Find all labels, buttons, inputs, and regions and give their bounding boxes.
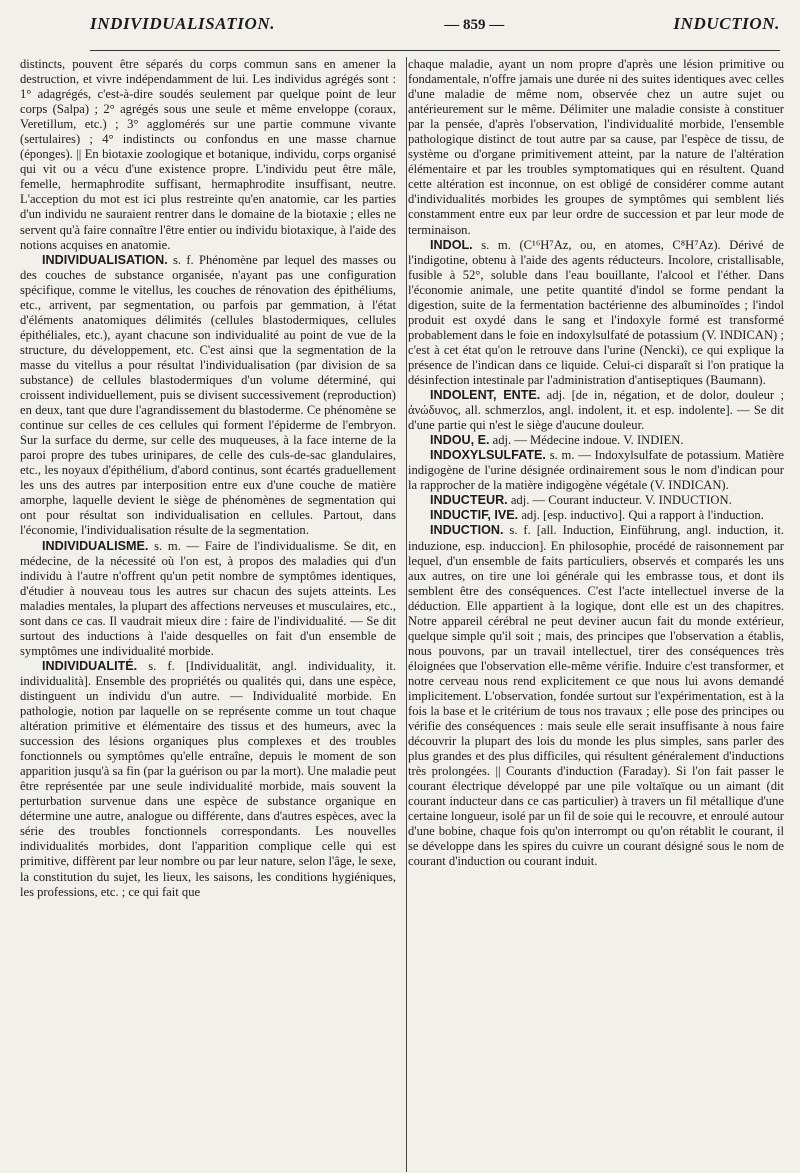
headword: INDUCTION. — [430, 523, 504, 538]
definition: adj. [de in, négation, et de dolor, douleur ; ἀνώδυνος, all. schmerzlos, angl. indolent, it. et esp. indolente]. — Se dit d'une partie qui n'est le siège d'aucune douleur. — [408, 388, 784, 433]
headword: INDIVIDUALISME. — [42, 538, 149, 553]
entry-indou — [408, 433, 784, 448]
entry-indol — [408, 238, 784, 388]
header-left-title: INDIVIDUALISATION. — [90, 14, 276, 33]
entry-indolent — [408, 388, 784, 433]
headword: INDIVIDUALISATION. — [42, 252, 168, 267]
page-number: — 859 — — [444, 17, 505, 33]
two-column-body — [20, 57, 784, 900]
definition: s. f. Phénomène par lequel des masses ou des couches de substance organisée, n'ayant pas une configuration spécifique, comme le vitellus, les couches de rénovation des épithéliums, etc., arrivent, par segmentation, ou parfois par gemmation, à l'état d'éléments anatomiques délimités (cellules blastodermiques, cellules épithéliales, etc.), ayant chacune son individualité au point de vue de la structure, du développement, etc. C'est ainsi que la segmentation de la masse du vitellus a pour résultat l'individualisation (par division de sa substance) de cellules blastodermiques d'un volume déterminé, qui croissent individuellement, puis se divisent successivement (reproduction) en deux, tant que dure l'agrandissement du blastoderme. Ce phénomène se continue sur celles de ces cellules qui forment l'épiderme de l'embryon. Sur la surface du derme, sur celle des muqueuses, à la face interne de la paroi propre des tubes urinipares, de celle des culs-de-sac glandulaires, etc., les noyaux d'épithélium, d'abord continus, sont écartés graduellement les uns des autres par interposition entre eux d'une couche de matière amorphe, laquelle devient le siège de phénomènes de segmentation qui ont pour résultat son individualisation en cellules. Partout, dans l'économie, l'individualisation résulte de la segmentation. — [20, 252, 396, 538]
entry-individualisation — [20, 253, 396, 539]
definition: s. f. [Individualität, angl. individuality, it. individualità]. Ensemble des propriétés ou qualités qui, dans une espèce, distinguent un individu d'un autre. — Individualité morbide. En pathologie, notion par laquelle on se représente comme un tout chaque altération primitive et élémentaire des tissus et des humeurs, avec la succession des lésions organiques plus complexes et des troubles fonctionnels ou symptômes qu'elle entraîne, depuis le moment de son apparition jusqu'à sa fin (par la guérison ou par la mort). Une maladie peut être représentée par une seule individualité morbide, mais souvent la perturbation survenue dans une espèce de substance organique en détermine une autre, analogue ou différente, dans d'autres espèces, avec la série des troubles fonctionnels correspondants. Les nouvelles individualités morbides, dont l'apparition complique celle qui est primitive, diffèrent par leur nombre ou par leur nature, selon l'âge, le sexe, la constitution du sujet, les lieux, les saisons, les conditions hygiéniques, les professions, etc. ; ce qui fait que — [20, 658, 396, 899]
entry-individualisme — [20, 539, 396, 659]
definition: adj. — Médecine indoue. V. INDIEN. — [489, 433, 684, 448]
entry-inducteur — [408, 493, 784, 508]
entry-inductif — [408, 508, 784, 523]
entry-induction — [408, 523, 784, 869]
headword: INDOL. — [430, 237, 473, 252]
headword: INDOU, E. — [430, 433, 490, 448]
left-column — [20, 57, 396, 900]
entry-indoxylsulfate — [408, 448, 784, 493]
headword: INDOXYLSULFATE. — [430, 448, 546, 463]
definition: s. m. — Indoxylsulfate de potassium. Matière indigogène de l'urine désignée ordinairement sous le nom d'indican pour la rapprocher de la matière indigogène végétale (V. INDICAN). — [408, 448, 784, 493]
definition: s. f. [all. Induction, Einführung, angl. induction, it. induzione, esp. induccion]. En philosophie, procédé de raisonnement par lequel, d'un ensemble de faits particuliers, observés et comparés les uns aux autres, on tire une loi générale qui les embrasse tous, et dont ils semblent être des conséquences. C'est l'acte intellectuel inverse de la déduction. Elle appartient à la logique, dont elle est un des chapitres. Notre appareil cérébral ne peut deviner aucun fait du monde extérieur, quelque simple qu'il soit ; mais, des principes que l'observation a établis, nous pouvons, par un travail intellectuel, tirer des conséquences très éloignées que l'observation elle-même vérifie. Induire c'est transformer, et notre cerveau nous rend explicitement ce que nous lui avons demandé implicitement. L'observation, fondée surtout sur l'expérimentation, est à la fois la base et le critérium de tous nos travaux ; elle pose des principes ou vérifie des conséquences : mais seule elle serait insuffisante à nous faire découvrir la plupart des lois du monde les plus simples, sans parler des plus grandes et des plus difficiles, qui résultent généralement d'inductions très prolongées. || Courants d'induction (Faraday). Si l'on fait passer le courant électrique développé par une pile voltaïque ou un aimant (dit courant inducteur dans ce cas particulier) à travers un fil métallique d'une certaine longueur, isolé par un fil de soie qui le recouvre, et enroulé autour d'une bobine, chaque fois qu'on interrompt ou qu'on rétablit le courant, il se développe dans les spires du cuivre un courant désigné sous le nom de courant d'induction ou courant induit. — [408, 523, 784, 869]
continued-paragraph: distincts, pouvent être séparés du corps commun sans en amener la destruction, et vivre indépendamment de lui. Les individus agrégés sont : 1° adagrégés, c'est-à-dire soudés seulement par quelque point de leur corps (Salpa) ; 2° agrégés sous une seule et même enveloppe (coraux, Veretillum, etc.) ; 3° agglomérés sur une partie commune vivante (sertulaires) ; 4° indistincts ou confondus en une masse charnue (éponges). || En biotaxie zoologique et botanique, individu, corps organisé qui vit ou a vécu d'une existence propre. L'individu peut être mâle, femelle, hermaphrodite suffisant, hermaphrodite insuffisant, neutre. L'acception du mot est ici plus restreinte qu'en anatomie, car les parties d'un individu ne sauraient rentrer dans le domaine de la biotaxie ; elles ne servent qu'à faire connaître l'être entier ou individu biotaxique, à l'aide des notions acquises en anatomie. — [20, 57, 396, 252]
definition: s. m. — Faire de l'individualisme. Se dit, en médecine, de la nécessité où l'on est, à propos des maladies qui d'un individu à l'autre n'offrent qu'un petit nombre de symptômes identiques, d'étudier à nouveau tous les autres sur chacun des sujets atteints. Les maladies mentales, la plupart des affections nerveuses et musculaires, etc., sont dans ce cas. Il vaudrait mieux dire : faire de l'individualité. — Se dit surtout des inductions à l'aide desquelles on fait d'un ensemble de symptômes une individualité morbide. — [20, 538, 396, 658]
headword: INDIVIDUALITÉ. — [42, 658, 138, 673]
definition: s. m. (C¹⁶H⁷Az, ou, en atomes, C⁸H⁷Az). Dérivé de l'indigotine, obtenu à l'aide des agents réducteurs. Incolore, cristallisable, fusible à 52°, soluble dans l'eau bouillante, l'alcool et l'éther. Dans l'économie animale, une petite quantité d'indol se forme pendant la digestion, suite de la fermentation bactérienne des albuminoïdes ; l'indol produit est oxydé dans le sang et l'indoxyle formé est transformé probablement dans le foie en indoxylsulfaté de potassium (V. INDICAN) ; c'est à cet état qu'on le retrouve dans l'urine (Nencki), ce qui explique la présence de l'indican dans ce liquide. Celui-ci disparaît si l'on pratique la désinfection intestinale par l'administration d'antiseptiques (Baumann). — [408, 237, 784, 387]
header-right-title: INDUCTION. — [673, 14, 780, 33]
column-divider — [406, 57, 407, 1172]
headword: INDOLENT, ENTE. — [430, 388, 541, 403]
continued-paragraph: chaque maladie, ayant un nom propre d'après une lésion primitive ou fondamentale, n'offre jamais une durée ni des suites identiques avec celles d'une maladie de même nom, observée chez un autre sujet ou antérieurement sur le même. Délimiter une maladie consiste à constituer par la pensée, d'après l'observation, l'individualité morbide, l'ensemble pathologique distinct de tout autre par sa cause, par l'espèce de tissu, de système ou d'organe primitivement atteint, par la nature de l'altération élémentaire et par les troubles symptomatiques qui en résultent. Quand cette altération est inconnue, on est obligé de considérer comme autant d'individualités morbides les groupes de symptômes qui semblent liés constamment entre eux par leur ordre de succession et par leur mode de terminaison. — [408, 57, 784, 237]
definition: adj. — Courant inducteur. V. INDUCTION. — [507, 493, 732, 508]
definition: adj. [esp. inductivo]. Qui a rapport à l'induction. — [518, 508, 764, 523]
running-header — [90, 14, 780, 51]
right-column — [408, 57, 784, 900]
headword: INDUCTIF, IVE. — [430, 508, 519, 523]
entry-individualite — [20, 659, 396, 900]
headword: INDUCTEUR. — [430, 493, 508, 508]
